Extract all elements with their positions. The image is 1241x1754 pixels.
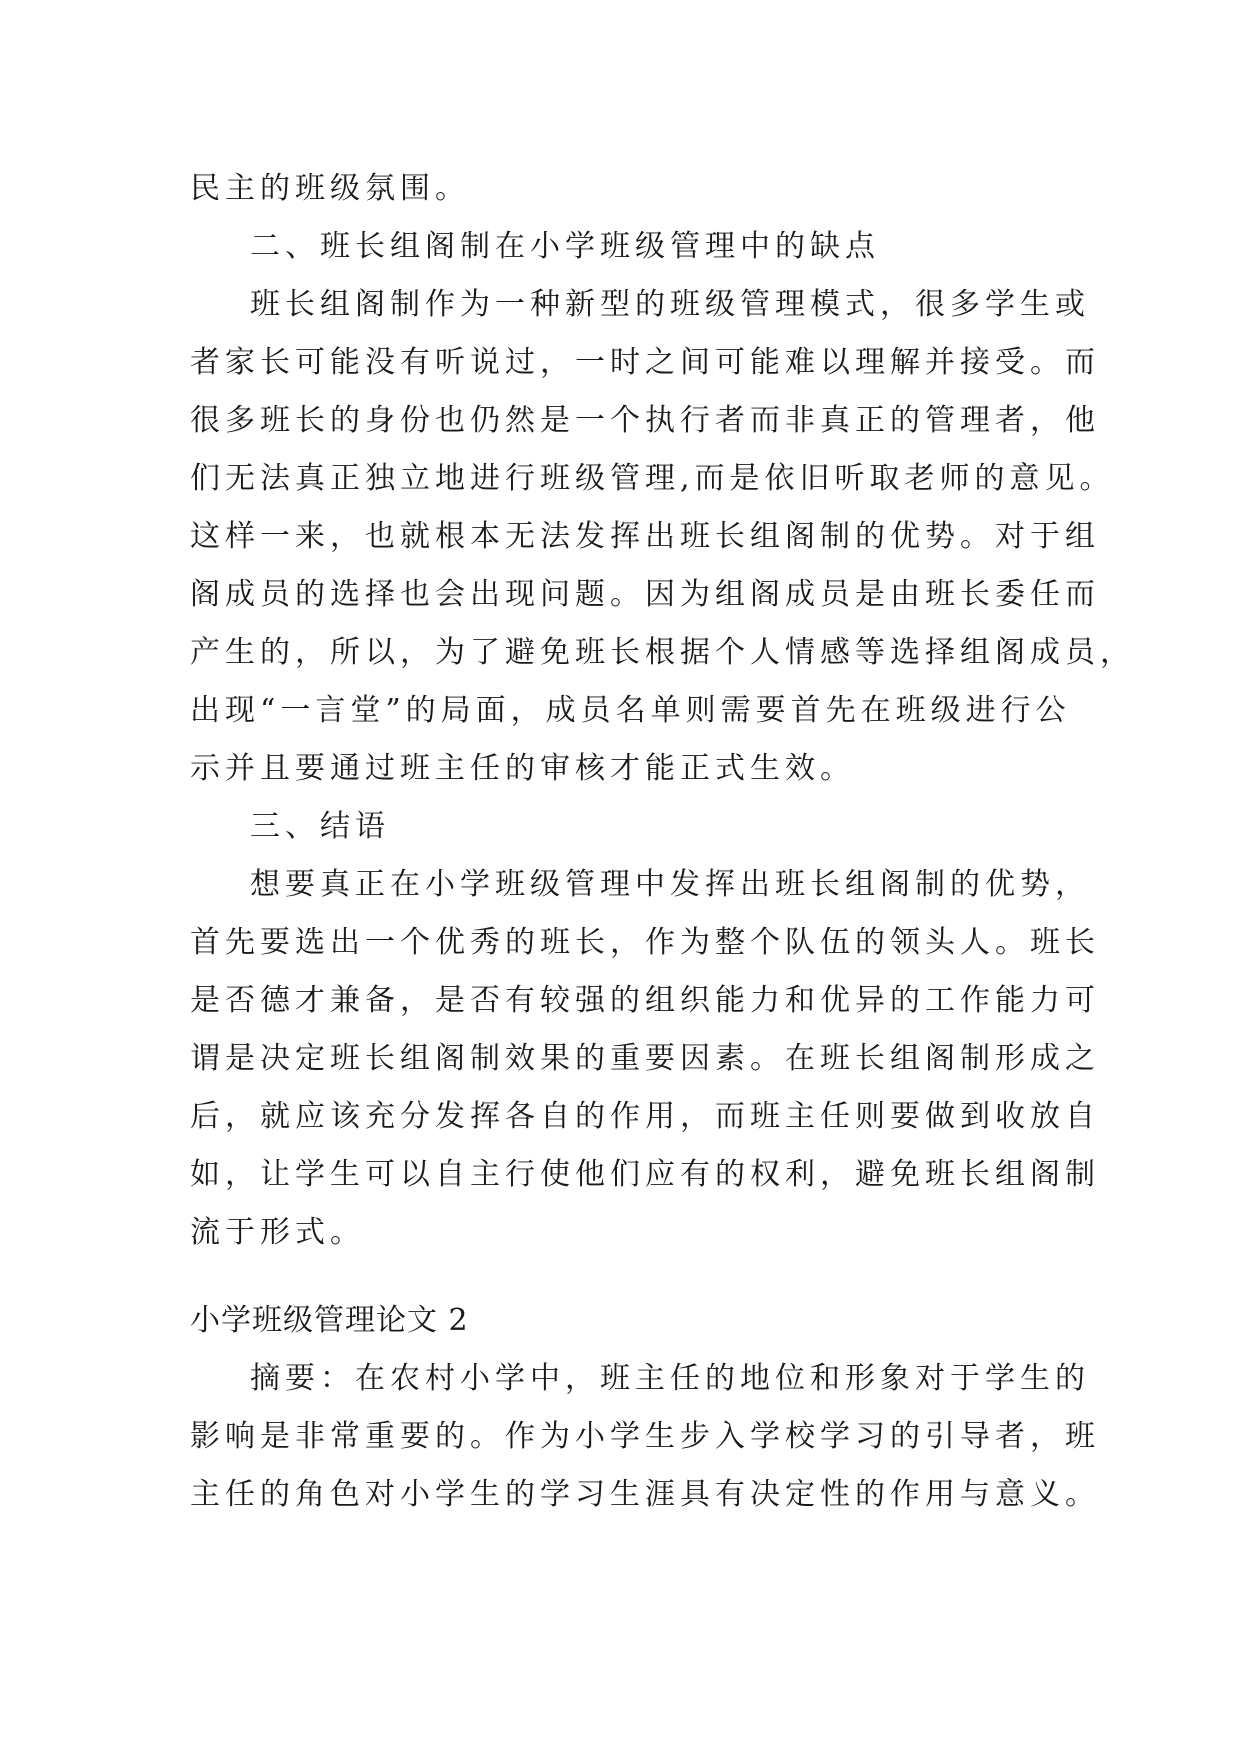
section-heading: 二、班长组阁制在小学班级管理中的缺点 [250, 229, 880, 264]
paragraph-line: 班长组阁制作为一种新型的班级管理模式，很多学生或 [250, 287, 1090, 322]
paragraph-line: 示并且要通过班主任的审核才能正式生效。 [190, 751, 855, 786]
paragraph-line: 摘要：在农村小学中，班主任的地位和形象对于学生的 [250, 1361, 1090, 1396]
paragraph-line: 这样一来，也就根本无法发挥出班长组阁制的优势。对于组 [190, 519, 1100, 554]
article-title: 小学班级管理论文 2 [190, 1303, 469, 1338]
paragraph-line: 出现“一言堂”的局面，成员名单则需要首先在班级进行公 [190, 693, 1071, 728]
paragraph-line: 很多班长的身份也仍然是一个执行者而非真正的管理者，他 [190, 403, 1100, 438]
paragraph-line: 后，就应该充分发挥各自的作用，而班主任则要做到收放自 [190, 1099, 1100, 1134]
paragraph-line: 谓是决定班长组阁制效果的重要因素。在班长组阁制形成之 [190, 1041, 1100, 1076]
paragraph-line: 影响是非常重要的。作为小学生步入学校学习的引导者，班 [190, 1419, 1100, 1454]
paragraph-line: 者家长可能没有听说过，一时之间可能难以理解并接受。而 [190, 345, 1100, 380]
paragraph-line: 想要真正在小学班级管理中发挥出班长组阁制的优势， [250, 867, 1090, 902]
paragraph-line: 首先要选出一个优秀的班长，作为整个队伍的领头人。班长 [190, 925, 1100, 960]
paragraph-line: 如，让学生可以自主行使他们应有的权利，避免班长组阁制 [190, 1157, 1100, 1192]
paragraph-line: 主任的角色对小学生的学习生涯具有决定性的作用与意义。 [190, 1477, 1100, 1512]
section-heading: 三、结语 [250, 809, 390, 844]
paragraph-line: 民主的班级氛围。 [190, 171, 470, 206]
paragraph-line: 是否德才兼备，是否有较强的组织能力和优异的工作能力可 [190, 983, 1100, 1018]
paragraph-line: 阁成员的选择也会出现问题。因为组阁成员是由班长委任而 [190, 577, 1100, 612]
paragraph-line: 产生的，所以，为了避免班长根据个人情感等选择组阁成员， [190, 635, 1135, 670]
paragraph-line: 流于形式。 [190, 1215, 365, 1250]
paragraph-line: 们无法真正独立地进行班级管理,而是依旧听取老师的意见。 [190, 461, 1115, 496]
